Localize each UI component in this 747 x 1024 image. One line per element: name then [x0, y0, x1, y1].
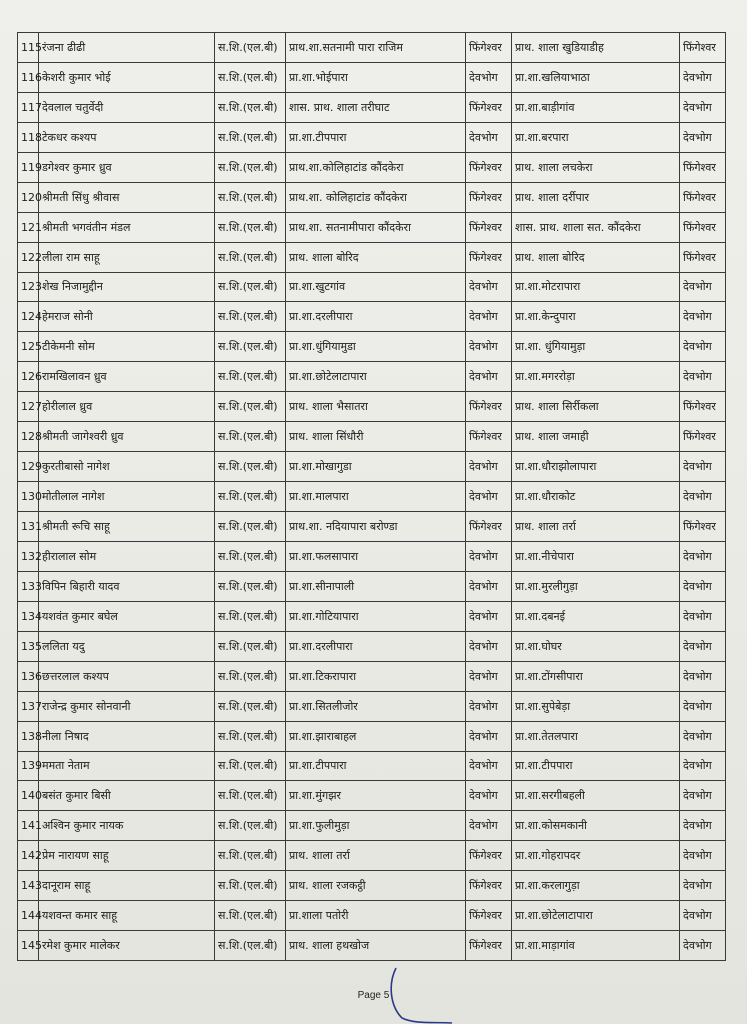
serial-no-cell: 123: [18, 272, 39, 302]
post-cell: स.शि.(एल.बी): [215, 482, 286, 512]
new-block-cell: देवभोग: [680, 601, 726, 631]
current-school-cell: प्रा.शा.मालपारा: [286, 482, 466, 512]
current-block-cell: फिंगेश्वर: [466, 512, 512, 542]
current-block-cell: फिंगेश्वर: [466, 92, 512, 122]
teacher-name-cell: श्रीमती रूचि साहू: [39, 512, 215, 542]
new-school-cell: शास. प्राथ. शाला सत. कौंदकेरा: [512, 212, 680, 242]
serial-no-cell: 143: [18, 871, 39, 901]
new-block-cell: देवभोग: [680, 302, 726, 332]
current-block-cell: फिंगेश्वर: [466, 931, 512, 961]
post-cell: स.शि.(एल.बी): [215, 182, 286, 212]
new-block-cell: फिंगेश्वर: [680, 33, 726, 63]
serial-no-cell: 116: [18, 62, 39, 92]
serial-no-cell: 134: [18, 601, 39, 631]
serial-no-cell: 119: [18, 152, 39, 182]
current-block-cell: देवभोग: [466, 691, 512, 721]
teacher-name-cell: टेकधर कश्यप: [39, 122, 215, 152]
serial-no-cell: 145: [18, 931, 39, 961]
current-block-cell: देवभोग: [466, 661, 512, 691]
current-block-cell: देवभोग: [466, 751, 512, 781]
teacher-name-cell: टीकेमनी सोम: [39, 332, 215, 362]
serial-no-cell: 140: [18, 781, 39, 811]
current-block-cell: देवभोग: [466, 452, 512, 482]
current-school-cell: प्रा.शा.धुंगियामुडा: [286, 332, 466, 362]
current-school-cell: शास. प्राथ. शाला तरीघाट: [286, 92, 466, 122]
table-body: [18, 33, 726, 961]
teacher-name-cell: छत्तरलाल कश्यप: [39, 661, 215, 691]
new-school-cell: प्राथ. शाला सिर्रीकला: [512, 392, 680, 422]
serial-no-cell: 131: [18, 512, 39, 542]
new-school-cell: प्रा.शा.तेतलपारा: [512, 721, 680, 751]
new-school-cell: प्रा.शा.घोघर: [512, 631, 680, 661]
teacher-name-cell: रंजना ढीढी: [39, 33, 215, 63]
post-cell: स.शि.(एल.बी): [215, 272, 286, 302]
new-school-cell: प्रा.शा.मुरलीगुड़ा: [512, 571, 680, 601]
new-school-cell: प्राथ. शाला खुडियाडीह: [512, 33, 680, 63]
page-number: Page 5: [357, 990, 390, 1001]
new-school-cell: प्रा.शा.सरगीबहली: [512, 781, 680, 811]
new-block-cell: देवभोग: [680, 62, 726, 92]
new-block-cell: देवभोग: [680, 661, 726, 691]
current-block-cell: फिंगेश्वर: [466, 242, 512, 272]
table-row: [18, 541, 726, 571]
new-school-cell: प्रा.शा.कोसमकानी: [512, 811, 680, 841]
teacher-name-cell: राजेन्द्र कुमार सोनवानी: [39, 691, 215, 721]
post-cell: स.शि.(एल.बी): [215, 631, 286, 661]
current-block-cell: देवभोग: [466, 122, 512, 152]
teacher-name-cell: रामखिलावन ध्रुव: [39, 362, 215, 392]
current-school-cell: प्रा.शा.टीपपारा: [286, 122, 466, 152]
table-row: [18, 571, 726, 601]
table-row: [18, 512, 726, 542]
current-block-cell: फिंगेश्वर: [466, 871, 512, 901]
serial-no-cell: 136: [18, 661, 39, 691]
table-row: [18, 332, 726, 362]
new-school-cell: प्रा.शा.धौराझोलापारा: [512, 452, 680, 482]
new-block-cell: फिंगेश्वर: [680, 422, 726, 452]
current-school-cell: प्रा.शा.दरलीपारा: [286, 631, 466, 661]
new-school-cell: प्रा.शा.माड़ागांव: [512, 931, 680, 961]
serial-no-cell: 132: [18, 541, 39, 571]
table-row: [18, 62, 726, 92]
teacher-name-cell: देवलाल चतुर्वेदी: [39, 92, 215, 122]
teacher-name-cell: केशरी कुमार भोई: [39, 62, 215, 92]
post-cell: स.शि.(एल.बी): [215, 721, 286, 751]
teacher-name-cell: दानूराम साहू: [39, 871, 215, 901]
new-school-cell: प्रा.शा.मोटरापारा: [512, 272, 680, 302]
teacher-name-cell: डगेश्वर कुमार ध्रुव: [39, 152, 215, 182]
serial-no-cell: 137: [18, 691, 39, 721]
post-cell: स.शि.(एल.बी): [215, 242, 286, 272]
serial-no-cell: 125: [18, 332, 39, 362]
current-school-cell: प्राथ.शा. सतनामीपारा कौंदकेरा: [286, 212, 466, 242]
teacher-name-cell: लीला राम साहू: [39, 242, 215, 272]
serial-no-cell: 122: [18, 242, 39, 272]
teacher-name-cell: श्रीमती जागेश्वरी ध्रुव: [39, 422, 215, 452]
current-school-cell: प्राथ.शा. कोलिहाटांड कौंदकेरा: [286, 182, 466, 212]
new-school-cell: प्रा.शा.मगररोड़ा: [512, 362, 680, 392]
new-block-cell: देवभोग: [680, 721, 726, 751]
current-school-cell: प्रा.शाला पतोरी: [286, 901, 466, 931]
new-block-cell: फिंगेश्वर: [680, 182, 726, 212]
current-school-cell: प्राथ. शाला तर्रा: [286, 841, 466, 871]
transfer-table: [17, 32, 726, 961]
new-block-cell: देवभोग: [680, 452, 726, 482]
new-block-cell: देवभोग: [680, 631, 726, 661]
post-cell: स.शि.(एल.बी): [215, 841, 286, 871]
current-school-cell: प्रा.शा.मुंगझर: [286, 781, 466, 811]
current-school-cell: प्राथ.शा.कोलिहाटांड कौंदकेरा: [286, 152, 466, 182]
current-school-cell: प्रा.शा.छोटेलाटापारा: [286, 362, 466, 392]
current-school-cell: प्रा.शा.खुटगांव: [286, 272, 466, 302]
new-block-cell: फिंगेश्वर: [680, 212, 726, 242]
post-cell: स.शि.(एल.बी): [215, 332, 286, 362]
new-school-cell: प्रा.शा.करलागुड़ा: [512, 871, 680, 901]
current-block-cell: देवभोग: [466, 781, 512, 811]
table-row: [18, 422, 726, 452]
post-cell: स.शि.(एल.बी): [215, 601, 286, 631]
table-row: [18, 33, 726, 63]
teacher-name-cell: नीला निषाद: [39, 721, 215, 751]
table-row: [18, 362, 726, 392]
post-cell: स.शि.(एल.बी): [215, 512, 286, 542]
teacher-name-cell: ममता नेताम: [39, 751, 215, 781]
table-row: [18, 631, 726, 661]
current-block-cell: देवभोग: [466, 272, 512, 302]
table-row: [18, 242, 726, 272]
post-cell: स.शि.(एल.बी): [215, 751, 286, 781]
table-row: [18, 212, 726, 242]
current-block-cell: देवभोग: [466, 721, 512, 751]
new-block-cell: देवभोग: [680, 362, 726, 392]
table-row: [18, 661, 726, 691]
post-cell: स.शि.(एल.बी): [215, 392, 286, 422]
table-row: [18, 781, 726, 811]
current-block-cell: देवभोग: [466, 302, 512, 332]
new-block-cell: देवभोग: [680, 781, 726, 811]
new-school-cell: प्राथ. शाला दर्रीपार: [512, 182, 680, 212]
current-school-cell: प्राथ. शाला बोरिद: [286, 242, 466, 272]
table-row: [18, 721, 726, 751]
new-school-cell: प्रा.शा.सुपेबेड़ा: [512, 691, 680, 721]
post-cell: स.शि.(एल.बी): [215, 691, 286, 721]
table-row: [18, 841, 726, 871]
new-block-cell: फिंगेश्वर: [680, 152, 726, 182]
current-block-cell: फिंगेश्वर: [466, 841, 512, 871]
teacher-name-cell: यशवन्त कमार साहू: [39, 901, 215, 931]
new-block-cell: फिंगेश्वर: [680, 512, 726, 542]
new-block-cell: देवभोग: [680, 751, 726, 781]
teacher-name-cell: यशवंत कुमार बघेल: [39, 601, 215, 631]
current-school-cell: प्रा.शा.दरलीपारा: [286, 302, 466, 332]
teacher-name-cell: रमेश कुमार मालेकर: [39, 931, 215, 961]
table-row: [18, 751, 726, 781]
table-row: [18, 931, 726, 961]
current-school-cell: प्रा.शा.सितलीजोर: [286, 691, 466, 721]
serial-no-cell: 115: [18, 33, 39, 63]
teacher-name-cell: कुरतीबासो नागेश: [39, 452, 215, 482]
new-school-cell: प्रा.शा.खलियाभाठा: [512, 62, 680, 92]
post-cell: स.शि.(एल.बी): [215, 422, 286, 452]
new-block-cell: देवभोग: [680, 571, 726, 601]
new-school-cell: प्रा.शा.टोंगसीपारा: [512, 661, 680, 691]
post-cell: स.शि.(एल.बी): [215, 781, 286, 811]
table-row: [18, 182, 726, 212]
serial-no-cell: 139: [18, 751, 39, 781]
current-block-cell: देवभोग: [466, 541, 512, 571]
serial-no-cell: 128: [18, 422, 39, 452]
current-block-cell: फिंगेश्वर: [466, 422, 512, 452]
new-block-cell: देवभोग: [680, 482, 726, 512]
new-school-cell: प्राथ. शाला लचकेरा: [512, 152, 680, 182]
post-cell: स.शि.(एल.बी): [215, 152, 286, 182]
new-block-cell: देवभोग: [680, 841, 726, 871]
table-row: [18, 691, 726, 721]
new-school-cell: प्राथ. शाला बोरिद: [512, 242, 680, 272]
serial-no-cell: 138: [18, 721, 39, 751]
new-school-cell: प्रा.शा.केन्दुपारा: [512, 302, 680, 332]
serial-no-cell: 124: [18, 302, 39, 332]
teacher-name-cell: श्रीमती सिंधु श्रीवास: [39, 182, 215, 212]
current-school-cell: प्रा.शा.गोटियापारा: [286, 601, 466, 631]
current-school-cell: प्रा.शा.टिकरापारा: [286, 661, 466, 691]
current-block-cell: देवभोग: [466, 631, 512, 661]
table-row: [18, 302, 726, 332]
teacher-name-cell: हीरालाल सोम: [39, 541, 215, 571]
current-school-cell: प्राथ. शाला भैसातरा: [286, 392, 466, 422]
new-block-cell: देवभोग: [680, 541, 726, 571]
post-cell: स.शि.(एल.बी): [215, 362, 286, 392]
teacher-name-cell: हेमराज सोनी: [39, 302, 215, 332]
post-cell: स.शि.(एल.बी): [215, 661, 286, 691]
teacher-name-cell: अश्विन कुमार नायक: [39, 811, 215, 841]
teacher-name-cell: शेख निजामुद्दीन: [39, 272, 215, 302]
current-block-cell: देवभोग: [466, 811, 512, 841]
new-school-cell: प्रा.शा.टीपपारा: [512, 751, 680, 781]
current-block-cell: फिंगेश्वर: [466, 152, 512, 182]
new-block-cell: देवभोग: [680, 931, 726, 961]
table-row: [18, 601, 726, 631]
current-school-cell: प्रा.शा.टीपपारा: [286, 751, 466, 781]
post-cell: स.शि.(एल.बी): [215, 871, 286, 901]
post-cell: स.शि.(एल.बी): [215, 302, 286, 332]
table-row: [18, 272, 726, 302]
current-school-cell: प्राथ. शाला हथखोज: [286, 931, 466, 961]
new-block-cell: देवभोग: [680, 871, 726, 901]
serial-no-cell: 141: [18, 811, 39, 841]
current-school-cell: प्रा.शा.झाराबाहल: [286, 721, 466, 751]
serial-no-cell: 135: [18, 631, 39, 661]
current-block-cell: देवभोग: [466, 362, 512, 392]
table-row: [18, 811, 726, 841]
teacher-name-cell: ललिता यदु: [39, 631, 215, 661]
new-school-cell: प्रा.शा.दबनई: [512, 601, 680, 631]
serial-no-cell: 127: [18, 392, 39, 422]
teacher-name-cell: श्रीमती भगवंतीन मंडल: [39, 212, 215, 242]
current-school-cell: प्रा.शा.सीनापाली: [286, 571, 466, 601]
current-school-cell: प्राथ.शा.सतनामी पारा राजिम: [286, 33, 466, 63]
new-school-cell: प्रा.शा.गोहरापदर: [512, 841, 680, 871]
post-cell: स.शि.(एल.बी): [215, 122, 286, 152]
new-block-cell: देवभोग: [680, 901, 726, 931]
current-block-cell: देवभोग: [466, 601, 512, 631]
new-block-cell: देवभोग: [680, 691, 726, 721]
post-cell: स.शि.(एल.बी): [215, 92, 286, 122]
serial-no-cell: 142: [18, 841, 39, 871]
post-cell: स.शि.(एल.बी): [215, 811, 286, 841]
current-school-cell: प्राथ. शाला सिंधौरी: [286, 422, 466, 452]
serial-no-cell: 118: [18, 122, 39, 152]
serial-no-cell: 117: [18, 92, 39, 122]
serial-no-cell: 121: [18, 212, 39, 242]
current-block-cell: फिंगेश्वर: [466, 182, 512, 212]
serial-no-cell: 130: [18, 482, 39, 512]
table-row: [18, 92, 726, 122]
teacher-name-cell: विपिन बिहारी यादव: [39, 571, 215, 601]
serial-no-cell: 120: [18, 182, 39, 212]
current-block-cell: फिंगेश्वर: [466, 212, 512, 242]
new-block-cell: देवभोग: [680, 92, 726, 122]
current-block-cell: देवभोग: [466, 62, 512, 92]
serial-no-cell: 129: [18, 452, 39, 482]
current-block-cell: देवभोग: [466, 571, 512, 601]
new-school-cell: प्रा.शा.छोटेलाटापारा: [512, 901, 680, 931]
current-school-cell: प्रा.शा.भोईपारा: [286, 62, 466, 92]
current-school-cell: प्रा.शा.फलसापारा: [286, 541, 466, 571]
new-block-cell: देवभोग: [680, 332, 726, 362]
current-block-cell: फिंगेश्वर: [466, 392, 512, 422]
table-row: [18, 392, 726, 422]
teacher-name-cell: बसंत कुमार बिसी: [39, 781, 215, 811]
new-block-cell: देवभोग: [680, 122, 726, 152]
new-school-cell: प्राथ. शाला जमाही: [512, 422, 680, 452]
new-school-cell: प्रा.शा.नीचेपारा: [512, 541, 680, 571]
new-school-cell: प्रा.शा.बरपारा: [512, 122, 680, 152]
new-block-cell: फिंगेश्वर: [680, 242, 726, 272]
post-cell: स.शि.(एल.बी): [215, 571, 286, 601]
table-row: [18, 452, 726, 482]
new-block-cell: देवभोग: [680, 811, 726, 841]
serial-no-cell: 126: [18, 362, 39, 392]
new-school-cell: प्रा.शा.बाड़ीगांव: [512, 92, 680, 122]
post-cell: स.शि.(एल.बी): [215, 62, 286, 92]
current-block-cell: देवभोग: [466, 332, 512, 362]
table-row: [18, 122, 726, 152]
current-school-cell: प्रा.शा.फुलीमुड़ा: [286, 811, 466, 841]
table-row: [18, 901, 726, 931]
table-row: [18, 871, 726, 901]
new-school-cell: प्रा.शा.धौराकोट: [512, 482, 680, 512]
new-school-cell: प्राथ. शाला तर्रा: [512, 512, 680, 542]
current-school-cell: प्रा.शा.मोखागुडा: [286, 452, 466, 482]
serial-no-cell: 133: [18, 571, 39, 601]
current-block-cell: फिंगेश्वर: [466, 901, 512, 931]
post-cell: स.शि.(एल.बी): [215, 212, 286, 242]
new-block-cell: देवभोग: [680, 272, 726, 302]
post-cell: स.शि.(एल.बी): [215, 452, 286, 482]
table-row: [18, 152, 726, 182]
current-block-cell: देवभोग: [466, 482, 512, 512]
post-cell: स.शि.(एल.बी): [215, 901, 286, 931]
table-row: [18, 482, 726, 512]
current-school-cell: प्राथ.शा. नदियापारा बरोण्डा: [286, 512, 466, 542]
post-cell: स.शि.(एल.बी): [215, 33, 286, 63]
teacher-name-cell: प्रेम नारायण साहू: [39, 841, 215, 871]
new-school-cell: प्रा.शा. धुंगियामुड़ा: [512, 332, 680, 362]
teacher-name-cell: होरीलाल ध्रुव: [39, 392, 215, 422]
post-cell: स.शि.(एल.बी): [215, 931, 286, 961]
current-block-cell: फिंगेश्वर: [466, 33, 512, 63]
teacher-name-cell: मोतीलाल नागेश: [39, 482, 215, 512]
current-school-cell: प्राथ. शाला रजकट्ठी: [286, 871, 466, 901]
new-block-cell: फिंगेश्वर: [680, 392, 726, 422]
post-cell: स.शि.(एल.बी): [215, 541, 286, 571]
serial-no-cell: 144: [18, 901, 39, 931]
